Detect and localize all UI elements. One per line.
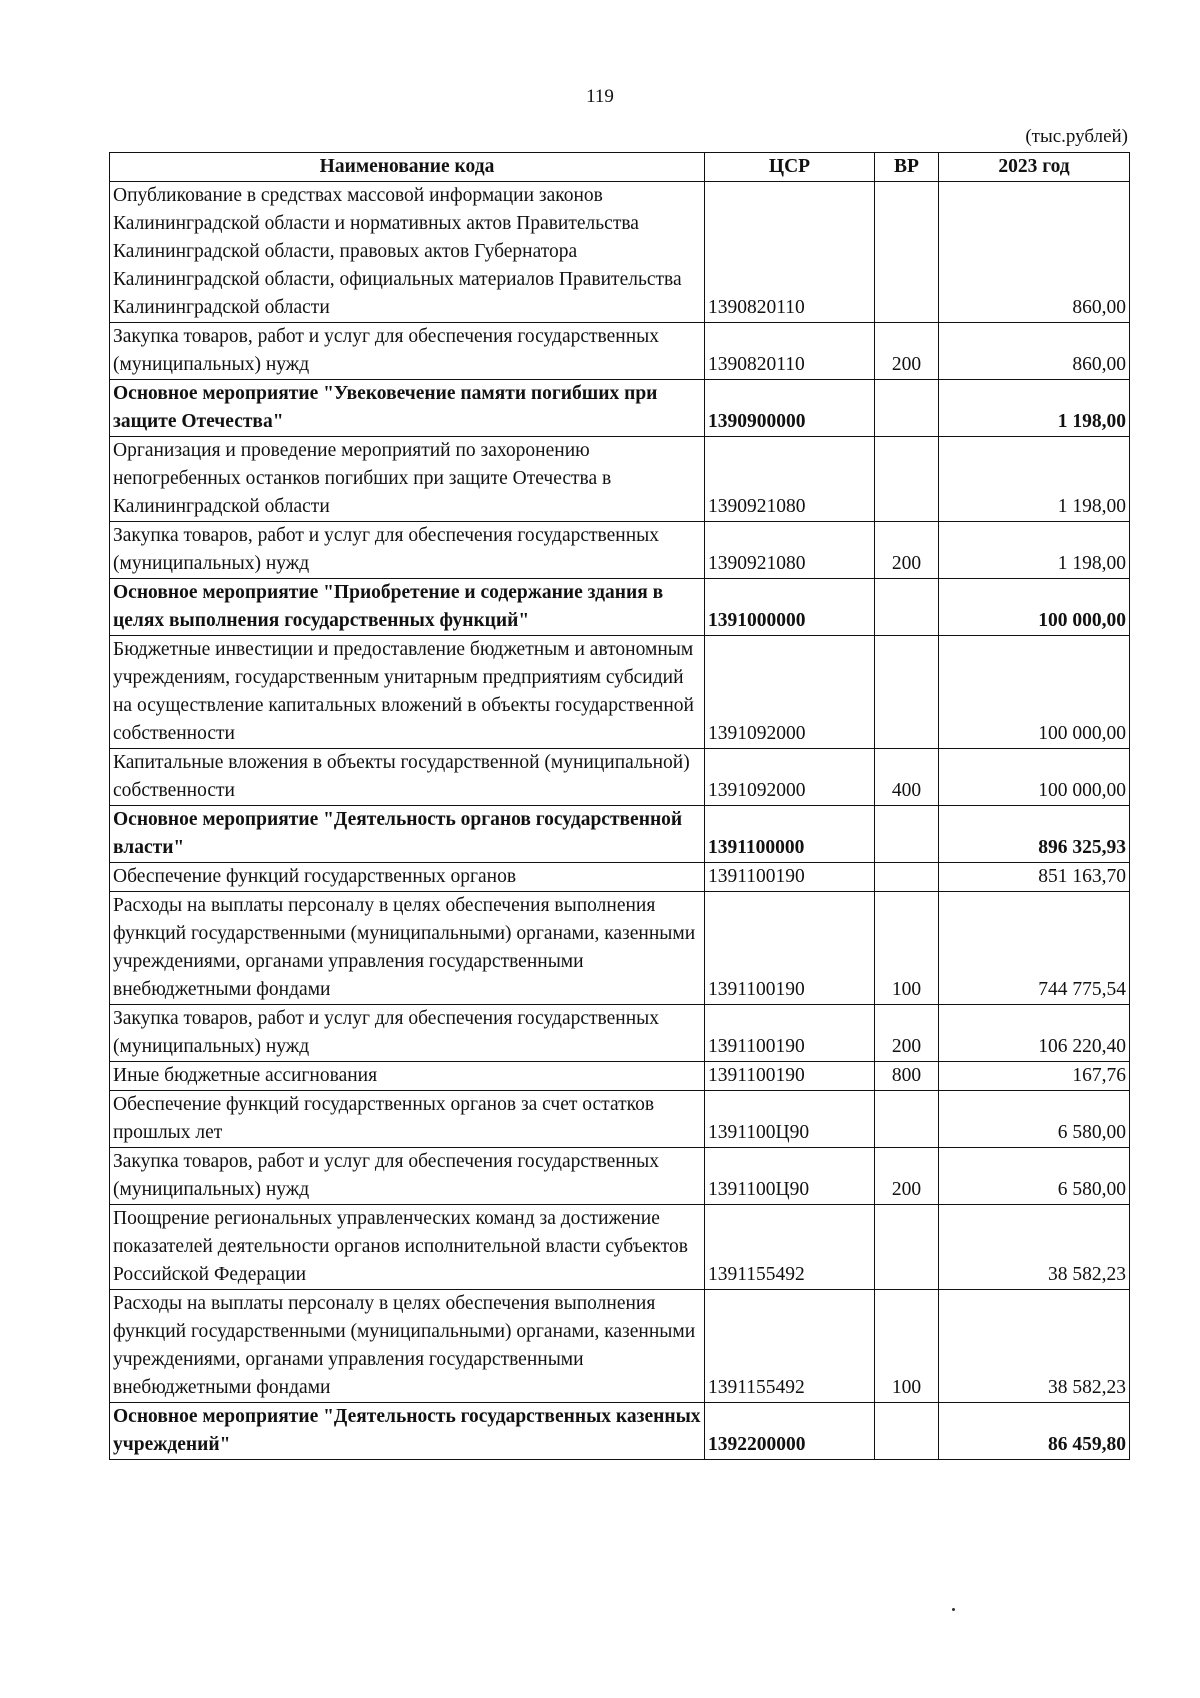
row-name-cell: Капитальные вложения в объекты государственной (муниципальной) собственности (110, 749, 705, 806)
row-csr-cell: 1390900000 (705, 380, 875, 437)
row-vr-cell: 200 (875, 1148, 939, 1205)
row-amount-cell: 100 000,00 (939, 579, 1130, 636)
row-csr-cell: 1390921080 (705, 437, 875, 522)
table-row (110, 323, 1130, 380)
row-amount-cell: 1 198,00 (939, 380, 1130, 437)
row-vr-cell (875, 380, 939, 437)
row-name-cell: Обеспечение функций государственных органов (110, 863, 705, 892)
row-name-cell: Основное мероприятие "Увековечение памяти погибших при защите Отечества" (110, 380, 705, 437)
row-csr-cell: 1390820110 (705, 182, 875, 323)
row-csr-cell: 1391100190 (705, 1062, 875, 1091)
budget-table (109, 152, 1130, 1460)
table-row (110, 1290, 1130, 1403)
page-number: 119 (586, 86, 614, 107)
header-csr: ЦСР (705, 153, 875, 182)
table-row (110, 380, 1130, 437)
row-vr-cell (875, 1403, 939, 1460)
header-vr: ВР (875, 153, 939, 182)
row-amount-cell: 1 198,00 (939, 522, 1130, 579)
table-row (110, 1091, 1130, 1148)
row-name-cell: Обеспечение функций государственных органов за счет остатков прошлых лет (110, 1091, 705, 1148)
row-name-cell: Закупка товаров, работ и услуг для обеспечения государственных (муниципальных) нужд (110, 1148, 705, 1205)
row-amount-cell: 167,76 (939, 1062, 1130, 1091)
row-csr-cell: 1392200000 (705, 1403, 875, 1460)
row-name-cell: Расходы на выплаты персоналу в целях обеспечения выполнения функций государственными (муниципальными) органами, казенными учреждениями, органами управления государственными внебюджетными фондами (110, 892, 705, 1005)
row-name-cell: Закупка товаров, работ и услуг для обеспечения государственных (муниципальных) нужд (110, 522, 705, 579)
row-name-cell: Поощрение региональных управленческих команд за достижение показателей деятельности органов исполнительной власти субъектов Российской Федерации (110, 1205, 705, 1290)
row-csr-cell: 1391155492 (705, 1290, 875, 1403)
row-csr-cell: 1391100190 (705, 863, 875, 892)
table-row (110, 1148, 1130, 1205)
row-name-cell: Бюджетные инвестиции и предоставление бюджетным и автономным учреждениям, государственным унитарным предприятиям субсидий на осуществление капитальных вложений в объекты государственной собственности (110, 636, 705, 749)
row-name-cell: Основное мероприятие "Приобретение и содержание здания в целях выполнения государственных функций" (110, 579, 705, 636)
row-vr-cell (875, 1091, 939, 1148)
row-amount-cell: 851 163,70 (939, 863, 1130, 892)
table-row (110, 579, 1130, 636)
row-vr-cell (875, 636, 939, 749)
header-name: Наименование кода (110, 153, 705, 182)
table-row (110, 182, 1130, 323)
row-csr-cell: 1391100Ц90 (705, 1148, 875, 1205)
row-amount-cell: 1 198,00 (939, 437, 1130, 522)
row-amount-cell: 860,00 (939, 182, 1130, 323)
row-csr-cell: 1391092000 (705, 749, 875, 806)
table-row (110, 863, 1130, 892)
row-vr-cell (875, 579, 939, 636)
row-amount-cell: 6 580,00 (939, 1148, 1130, 1205)
units-label: (тыс.рублей) (1025, 126, 1128, 147)
row-vr-cell (875, 182, 939, 323)
table-row (110, 437, 1130, 522)
table-row (110, 749, 1130, 806)
table-row (110, 636, 1130, 749)
row-name-cell: Опубликование в средствах массовой информации законов Калининградской области и нормативных актов Правительства Калининградской области, правовых актов Губернатора Калининградской области, официальных материалов Правительства Калининградской области (110, 182, 705, 323)
row-vr-cell: 200 (875, 323, 939, 380)
row-csr-cell: 1391100190 (705, 892, 875, 1005)
row-vr-cell (875, 806, 939, 863)
row-name-cell: Закупка товаров, работ и услуг для обеспечения государственных (муниципальных) нужд (110, 1005, 705, 1062)
row-csr-cell: 1391155492 (705, 1205, 875, 1290)
row-amount-cell: 106 220,40 (939, 1005, 1130, 1062)
row-amount-cell: 38 582,23 (939, 1205, 1130, 1290)
row-vr-cell: 100 (875, 1290, 939, 1403)
row-name-cell: Иные бюджетные ассигнования (110, 1062, 705, 1091)
row-amount-cell: 38 582,23 (939, 1290, 1130, 1403)
row-csr-cell: 1390820110 (705, 323, 875, 380)
row-amount-cell: 896 325,93 (939, 806, 1130, 863)
stray-dot (952, 1608, 955, 1611)
table-row (110, 806, 1130, 863)
table-row (110, 522, 1130, 579)
row-csr-cell: 1391100000 (705, 806, 875, 863)
row-vr-cell: 200 (875, 522, 939, 579)
row-vr-cell (875, 1205, 939, 1290)
row-csr-cell: 1391000000 (705, 579, 875, 636)
row-name-cell: Основное мероприятие "Деятельность государственных казенных учреждений" (110, 1403, 705, 1460)
row-vr-cell: 100 (875, 892, 939, 1005)
row-name-cell: Расходы на выплаты персоналу в целях обеспечения выполнения функций государственными (муниципальными) органами, казенными учреждениями, органами управления государственными внебюджетными фондами (110, 1290, 705, 1403)
row-amount-cell: 860,00 (939, 323, 1130, 380)
row-name-cell: Закупка товаров, работ и услуг для обеспечения государственных (муниципальных) нужд (110, 323, 705, 380)
row-amount-cell: 744 775,54 (939, 892, 1130, 1005)
row-amount-cell: 86 459,80 (939, 1403, 1130, 1460)
table-row (110, 892, 1130, 1005)
row-csr-cell: 1391100190 (705, 1005, 875, 1062)
row-vr-cell (875, 437, 939, 522)
row-vr-cell (875, 863, 939, 892)
table-row (110, 1205, 1130, 1290)
row-vr-cell: 800 (875, 1062, 939, 1091)
row-vr-cell: 200 (875, 1005, 939, 1062)
table-row (110, 1403, 1130, 1460)
table-row (110, 1062, 1130, 1091)
table-row (110, 1005, 1130, 1062)
row-amount-cell: 6 580,00 (939, 1091, 1130, 1148)
row-csr-cell: 1390921080 (705, 522, 875, 579)
row-name-cell: Основное мероприятие "Деятельность органов государственной власти" (110, 806, 705, 863)
row-amount-cell: 100 000,00 (939, 749, 1130, 806)
header-year: 2023 год (939, 153, 1130, 182)
row-csr-cell: 1391092000 (705, 636, 875, 749)
row-vr-cell: 400 (875, 749, 939, 806)
row-name-cell: Организация и проведение мероприятий по захоронению непогребенных останков погибших при защите Отечества в Калининградской области (110, 437, 705, 522)
row-csr-cell: 1391100Ц90 (705, 1091, 875, 1148)
row-amount-cell: 100 000,00 (939, 636, 1130, 749)
table-header-row (110, 153, 1130, 182)
